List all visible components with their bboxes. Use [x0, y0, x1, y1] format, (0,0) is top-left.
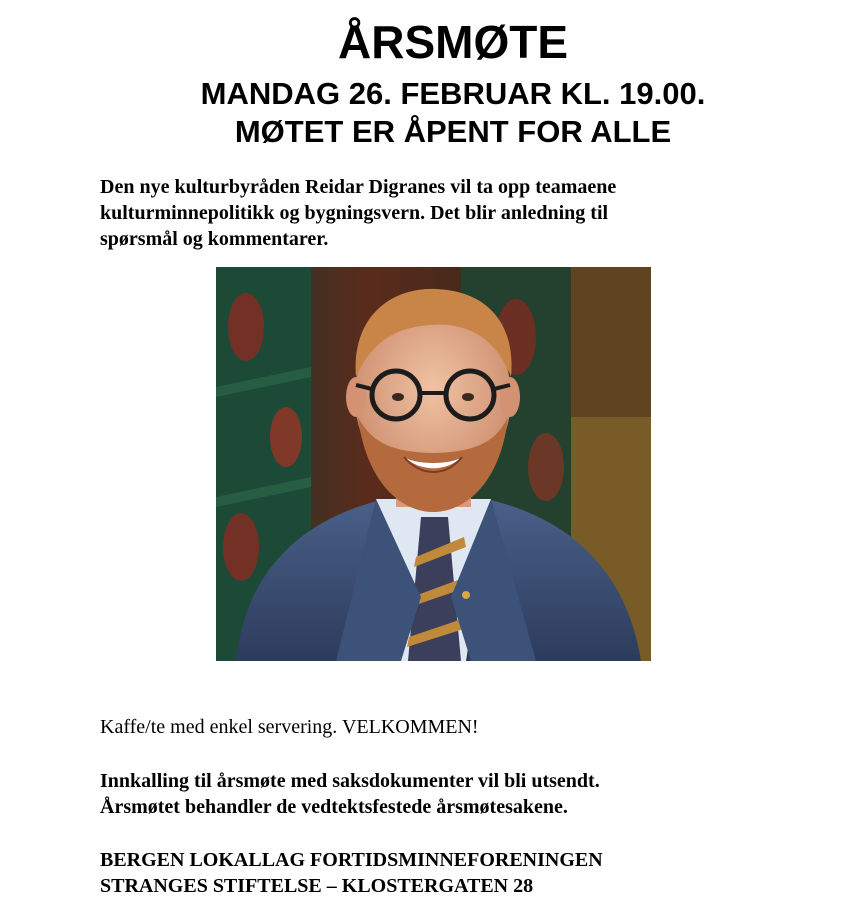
- meeting-date: MANDAG 26. FEBRUAR KL. 19.00.: [200, 76, 706, 111]
- agenda-notice: [100, 768, 600, 820]
- organizer-name: BERGEN LOKALLAG FORTIDSMINNEFORENINGEN: [100, 849, 603, 871]
- notice-line: Innkalling til årsmøte med saksdokumenter vil bli utsendt.: [100, 770, 600, 792]
- notice-line: Årsmøtet behandler de vedtektsfestede årsmøtesakene.: [100, 796, 568, 818]
- open-meeting-note: MØTET ER ÅPENT FOR ALLE: [234, 114, 672, 149]
- refreshments-note: Kaffe/te med enkel servering. VELKOMMEN!: [100, 716, 479, 738]
- page-title: ÅRSMØTE: [338, 16, 568, 68]
- intro-line: spørsmål og kommentarer.: [100, 228, 329, 250]
- intro-line: kulturminnepolitikk og bygningsvern. Det blir anledning til: [100, 202, 609, 224]
- intro-line: Den nye kulturbyråden Reidar Digranes vil ta opp teamaene: [100, 176, 617, 198]
- speaker-portrait: [216, 267, 651, 661]
- venue-address: STRANGES STIFTELSE – KLOSTERGATEN 28: [100, 875, 534, 897]
- intro-paragraph: [100, 174, 740, 252]
- organizer-footer: [100, 847, 603, 899]
